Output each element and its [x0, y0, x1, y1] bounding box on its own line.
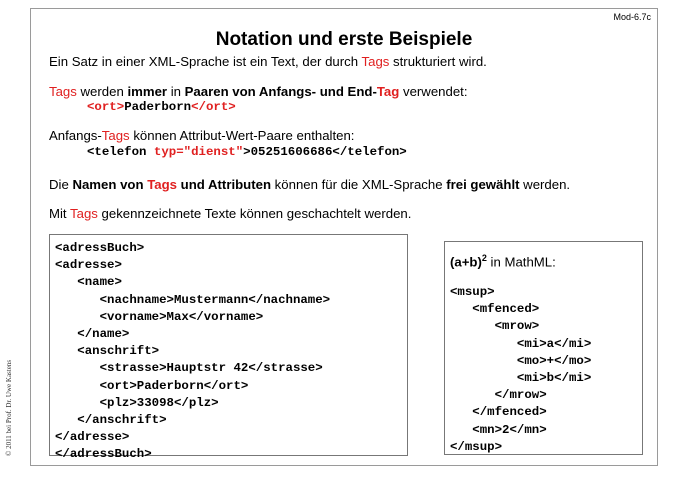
xml-address-code: <adressBuch> <adresse> <name> <nachname>Mustermann</nachname> <vorname>Max</vorname> </name> <anschrift> <strasse>Hauptstr 42</strasse> <ort>Paderborn</ort> <plz>33098</plz> </anschrift> </adresse> </adressBuch>	[55, 241, 331, 462]
copyright-note	[5, 359, 13, 462]
sentence-tag-pairs: Tags werden immer in Paaren von Anfangs- und End-Tag verwendet:	[49, 84, 468, 99]
mathml-example	[444, 241, 643, 455]
copyright-text: © 2011 bei Prof. Dr. Uwe Kastens	[5, 359, 13, 456]
slide-id: Mod-6.7c	[613, 12, 651, 22]
sentence-nesting: Mit Tags gekennzeichnete Texte können geschachtelt werden.	[49, 206, 412, 221]
sentence-attributes: Anfangs-Tags können Attribut-Wert-Paare enthalten:	[49, 128, 355, 143]
sentence-free-names: Die Namen von Tags und Attributen können für die XML-Sprache frei gewählt werden.	[49, 177, 571, 192]
slide	[30, 8, 658, 466]
mathml-label: $(a+b)^2$ in MathML:	[450, 253, 556, 270]
example-ort: <ort>Paderborn</ort>	[87, 100, 236, 114]
xml-address-example	[49, 234, 408, 462]
sentence-xml-text: Ein Satz in einer XML-Sprache ist ein Text, der durch Tags strukturiert wird.	[49, 54, 487, 69]
example-telefon: <telefon typ="dienst">05251606686</telefon>	[87, 145, 407, 159]
mathml-code: <msup> <mfenced> <mrow> <mi>a</mi> <mo>+</mo> <mi>b</mi> </mrow> </mfenced> <mn>2</mn> </msup>	[450, 285, 592, 454]
slide-title: Notation und erste Beispiele	[215, 29, 473, 50]
